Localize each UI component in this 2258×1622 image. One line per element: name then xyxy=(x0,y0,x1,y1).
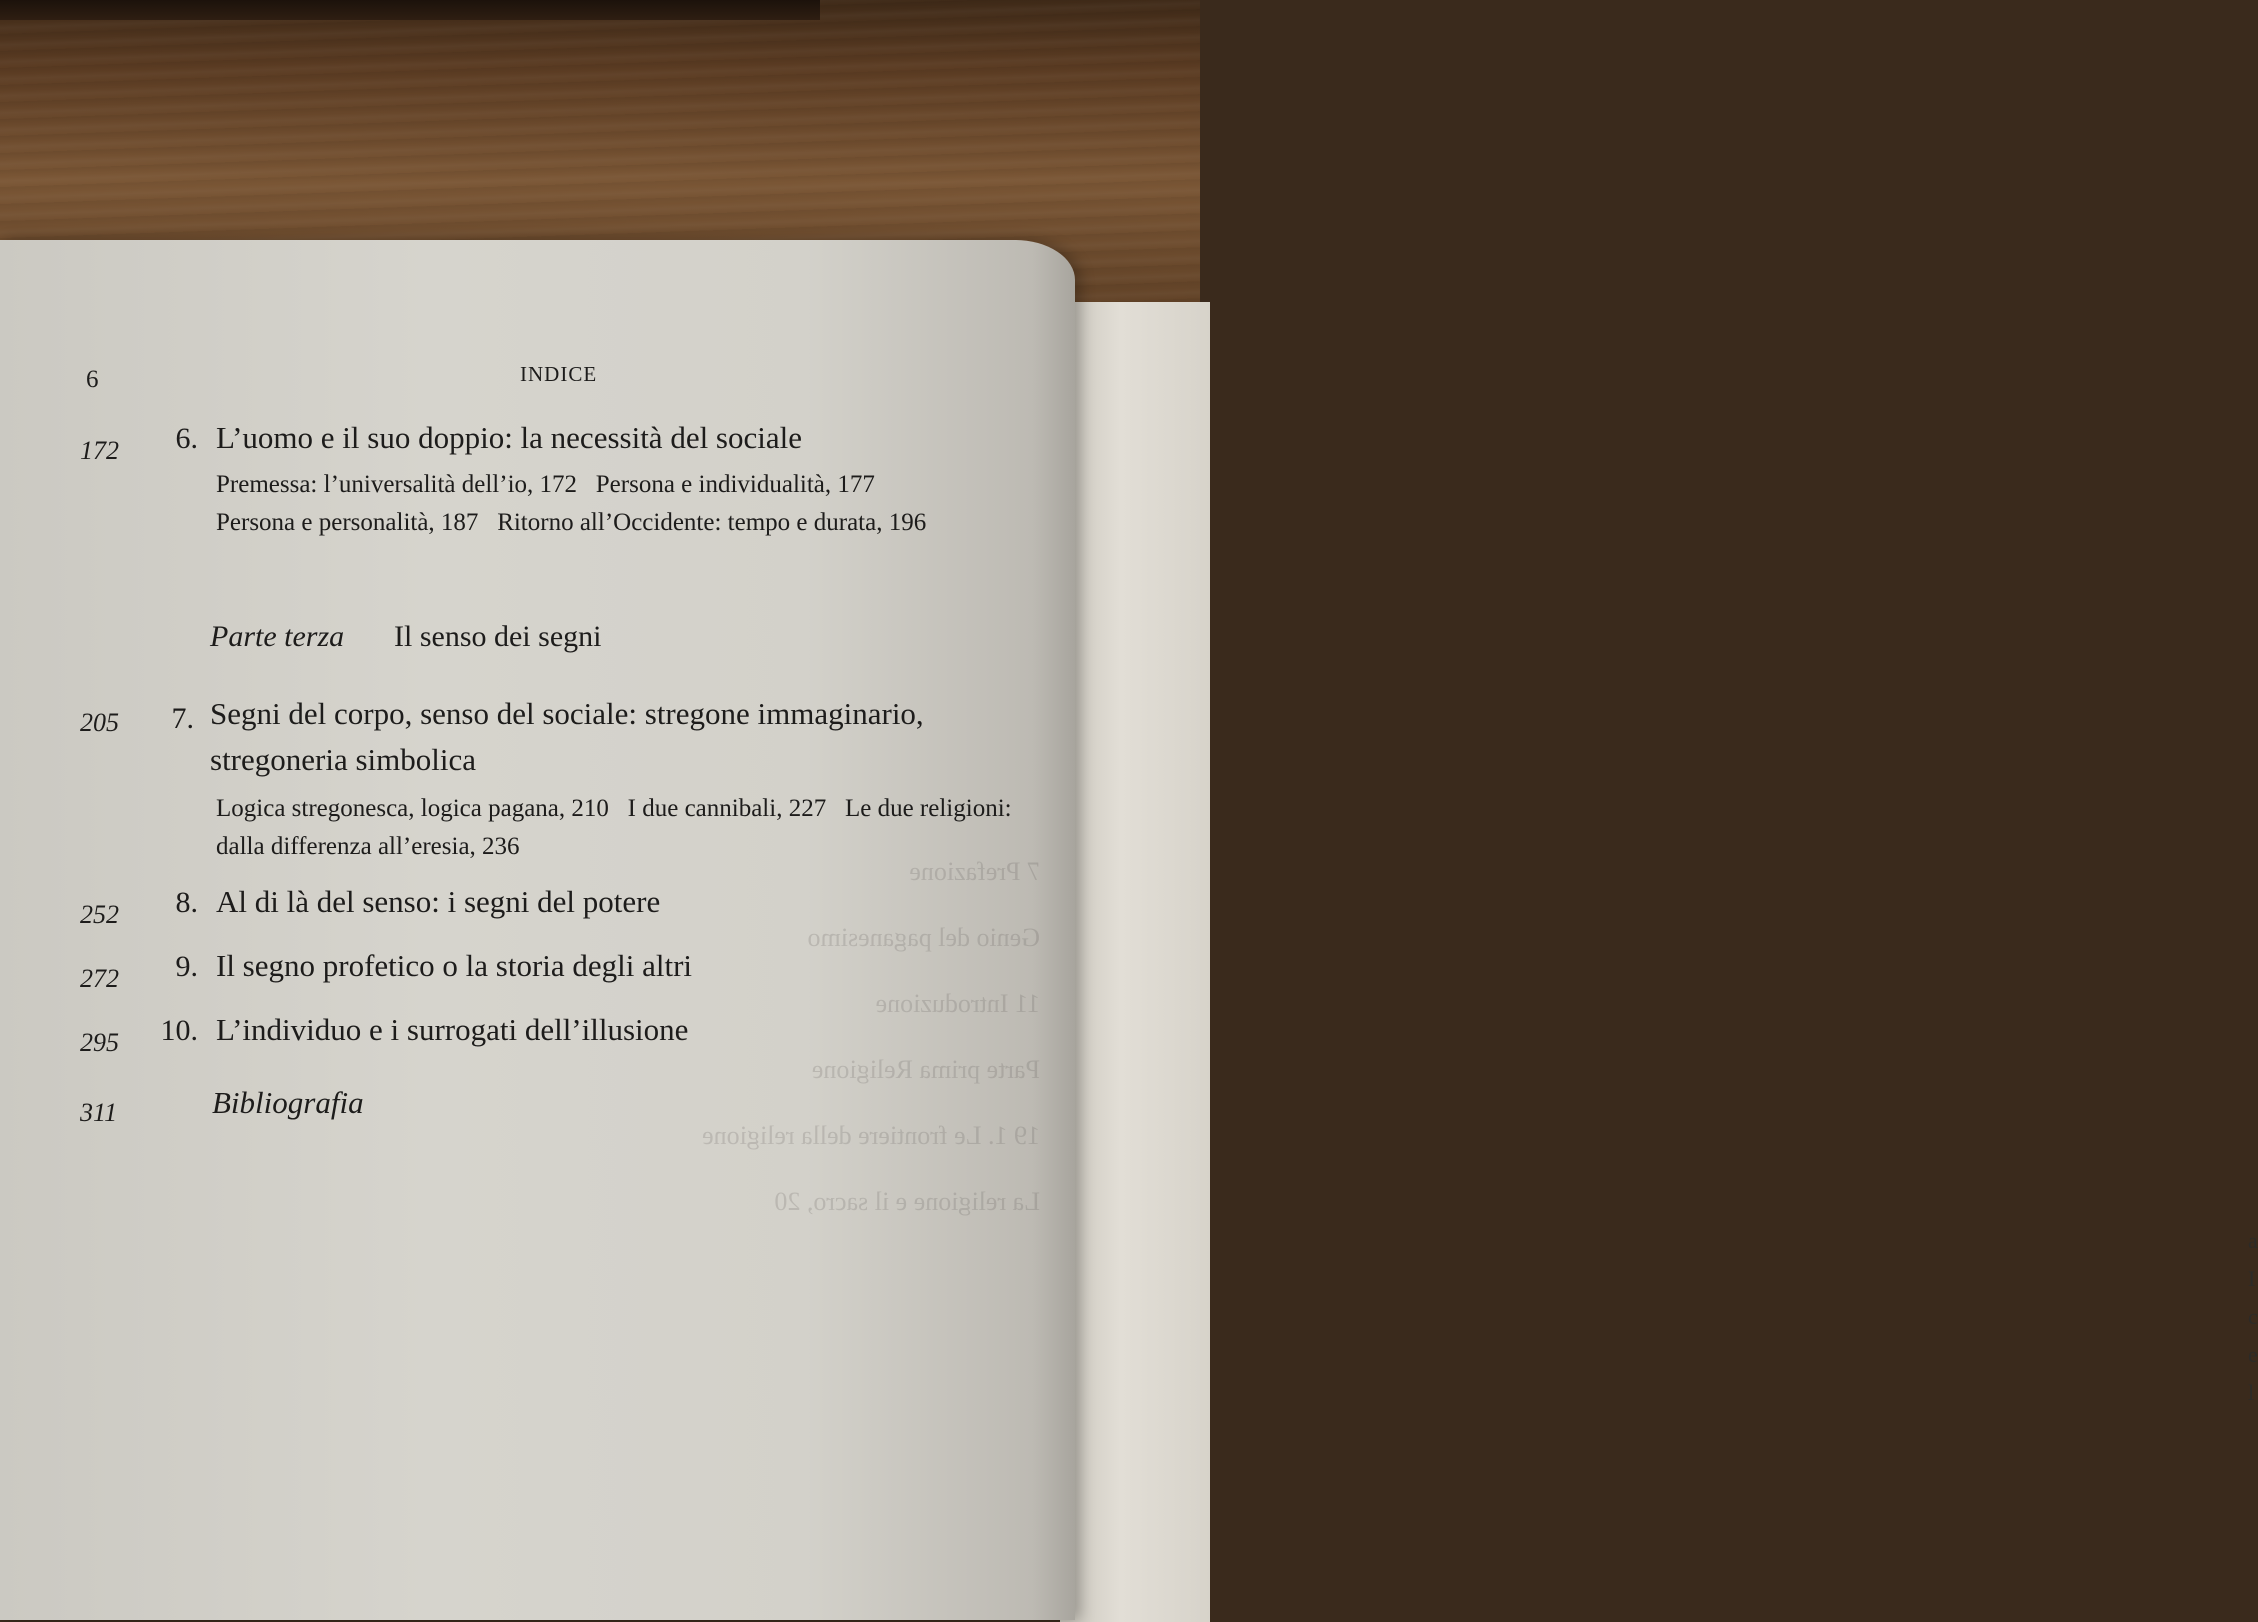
chapter-number: 6. xyxy=(175,422,198,455)
entry-page-number: 172 xyxy=(80,436,119,465)
subsection: Premessa: l’universalità dell’io, 172 xyxy=(216,471,578,498)
show-through-text: 7 Prefazione Genio del paganesimo 11 Introduzione Parte prima Religione 19 1. Le frontiere della religione La religione e il sacro, 20 xyxy=(702,857,1040,1216)
bibliography-title: Bibliografia xyxy=(212,1085,364,1120)
table-of-contents xyxy=(0,240,1075,1620)
chapter-title: Segni del corpo, senso del sociale: stregone immaginario, xyxy=(210,696,924,731)
book-page xyxy=(0,240,1075,1620)
subsection: Le due religioni: dalla differenza all’eresia, 236 xyxy=(216,795,1012,860)
chapter-title-continued: stregoneria simbolica xyxy=(210,742,476,777)
subsection: Persona e individualità, 177 xyxy=(595,471,875,498)
running-head: INDICE xyxy=(520,362,598,386)
chapter-title: L’uomo e il suo doppio: la necessità del sociale xyxy=(216,420,803,455)
part-label: Parte terza xyxy=(210,620,345,653)
facing-page-text-fragments: a I c e l xyxy=(2248,1228,2258,1405)
chapter-number: 7. xyxy=(171,702,194,735)
chapter-title: Il segno profetico o la storia degli altri xyxy=(216,948,693,983)
part-title: Il senso dei segni xyxy=(394,620,602,653)
chapter-subsections xyxy=(216,466,1036,542)
dark-object-on-table xyxy=(0,0,820,20)
entry-page-number: 295 xyxy=(80,1028,119,1057)
entry-page-number: 311 xyxy=(80,1098,118,1127)
chapter-title: L’individuo e i surrogati dell’illusione xyxy=(216,1012,689,1047)
chapter-number: 8. xyxy=(175,886,198,919)
subsection: Ritorno all’Occidente: tempo e durata, 196 xyxy=(497,509,927,536)
entry-page-number: 205 xyxy=(80,708,119,737)
page-number: 6 xyxy=(86,366,99,393)
subsection: Logica stregonesca, logica pagana, 210 xyxy=(216,795,609,822)
subsection: I due cannibali, 227 xyxy=(627,795,827,822)
entry-page-number: 272 xyxy=(80,964,119,993)
entry-page-number: 252 xyxy=(80,900,119,929)
chapter-number: 9. xyxy=(175,950,198,983)
facing-page-edge xyxy=(1060,302,2258,1622)
chapter-subsections xyxy=(216,790,1036,866)
subsection: Persona e personalità, 187 xyxy=(216,509,479,536)
chapter-title: Al di là del senso: i segni del potere xyxy=(216,884,661,919)
chapter-number: 10. xyxy=(160,1014,198,1047)
